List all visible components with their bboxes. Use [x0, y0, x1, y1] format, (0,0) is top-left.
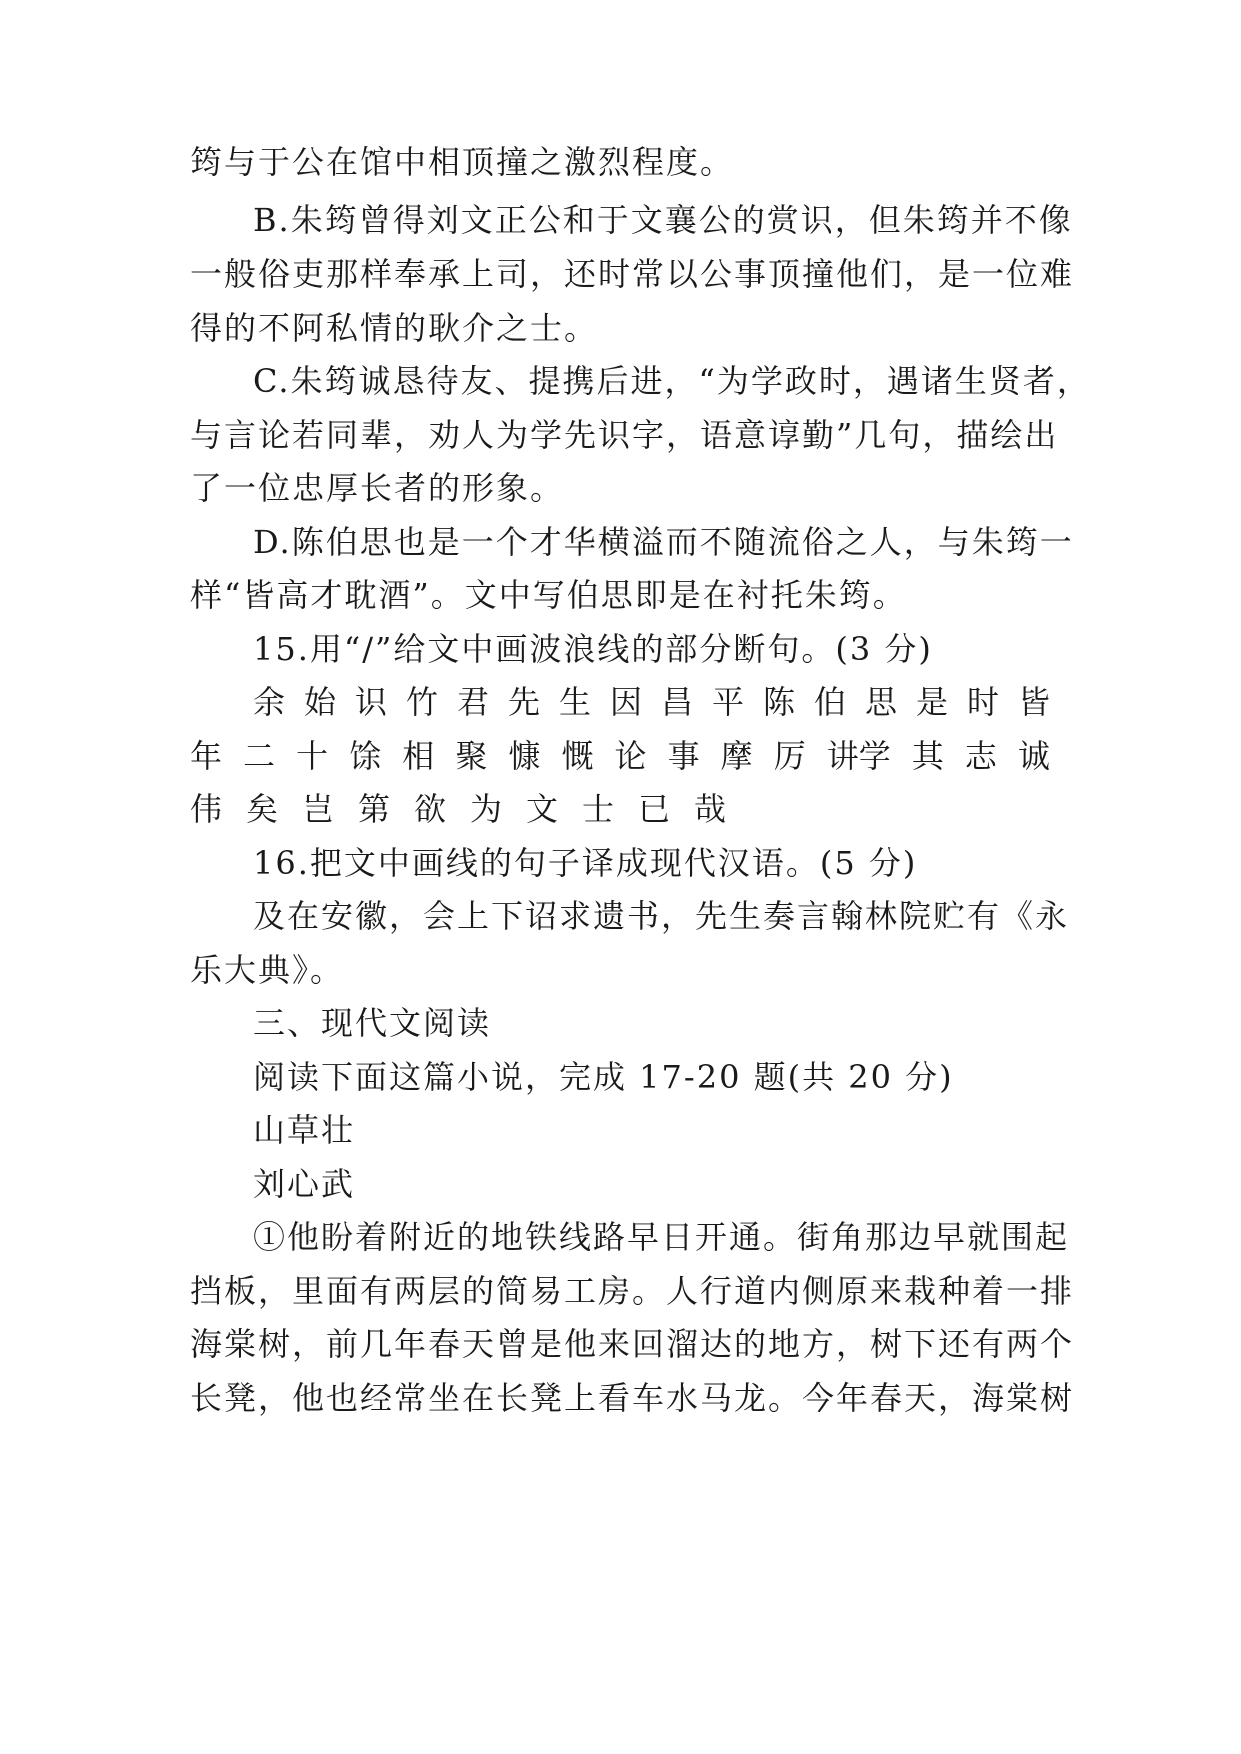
passage-char: 因: [610, 683, 643, 721]
passage-char: 矣: [246, 790, 279, 828]
passage-char: 始: [304, 683, 337, 721]
passage-char: 先: [508, 683, 541, 721]
passage-char: 相: [402, 737, 435, 775]
passage-char: 讲学: [826, 737, 891, 775]
option-d-line: D.陈伯思也是一个才华横溢而不随流俗之人，与朱筠一: [253, 523, 1074, 561]
option-c-line: C.朱筠诚恳待友、提携后进，“为学政时，遇诸生贤者，: [253, 362, 1091, 400]
question-16: 16.把文中画线的句子译成现代汉语。(5 分): [253, 844, 918, 882]
passage-char: 摩: [720, 737, 753, 775]
passage-char: 已: [638, 790, 671, 828]
passage-char: 伯: [814, 683, 847, 721]
translation-sentence: 及在安徽，会上下诏求遗书，先生奏言翰林院贮有《永: [253, 897, 1070, 935]
passage-char: 厉: [773, 737, 806, 775]
passage-char: 岂: [302, 790, 335, 828]
text-line: 样“皆高才耽酒”。文中写伯思即是在衬托朱筠。: [190, 576, 907, 614]
text-line: 挡板，里面有两层的简易工房。人行道内侧原来栽种着一排: [190, 1272, 1075, 1310]
section-heading: 三、现代文阅读: [253, 1004, 492, 1042]
passage-char: 十: [296, 737, 329, 775]
passage-char: 第: [358, 790, 391, 828]
passage-char: 时: [967, 683, 1000, 721]
passage-char: 欲: [414, 790, 447, 828]
text-line: 一般俗吏那样奉承上司，还时常以公事顶撞他们，是一位难: [190, 255, 1075, 293]
passage-char: 慷: [508, 737, 541, 775]
option-b-line: B.朱筠曾得刘文正公和于文襄公的赏识，但朱筠并不像: [253, 201, 1073, 239]
passage-char: 志: [964, 737, 997, 775]
text-line: 筠与于公在馆中相顶撞之激烈程度。: [190, 143, 735, 181]
text-line: 乐大典》。: [190, 951, 345, 989]
text-line: 得的不阿私情的耿介之士。: [190, 309, 599, 347]
punctuation-passage-line-3: [190, 787, 1050, 831]
passage-char: 年: [190, 737, 223, 775]
passage-char: 事: [667, 737, 700, 775]
passage-char: 文: [526, 790, 559, 828]
passage-char: 是: [916, 683, 949, 721]
punctuation-passage-line-1: [253, 680, 1050, 724]
passage-char: 为: [470, 790, 503, 828]
passage-char: 平: [712, 683, 745, 721]
text-line: 了一位忠厚长者的形象。: [190, 469, 565, 507]
text-line: 与言论若同辈，劝人为学先识字，语意谆勤”几句，描绘出: [190, 416, 1059, 454]
passage-char: 馀: [349, 737, 382, 775]
story-paragraph-1: ①他盼着附近的地铁线路早日开通。街角那边早就围起: [253, 1218, 1070, 1256]
passage-char: 聚: [455, 737, 488, 775]
passage-char: 陈: [763, 683, 796, 721]
passage-char: 竹: [406, 683, 439, 721]
passage-char: 哉: [694, 790, 727, 828]
question-15: 15.用“/”给文中画波浪线的部分断句。(3 分): [253, 630, 933, 668]
passage-char: 识: [355, 683, 388, 721]
passage-char: 论: [614, 737, 647, 775]
passage-char: 昌: [661, 683, 694, 721]
passage-char: 生: [559, 683, 592, 721]
passage-char: 皆: [1018, 683, 1051, 721]
passage-char: 诚: [1017, 737, 1050, 775]
passage-char: 其: [911, 737, 944, 775]
passage-char: 余: [253, 683, 286, 721]
story-title: 山草壮: [253, 1111, 356, 1149]
story-author: 刘心武: [253, 1165, 356, 1203]
passage-char: 二: [243, 737, 276, 775]
punctuation-passage-line-2: [190, 734, 1050, 778]
passage-char: 君: [457, 683, 490, 721]
passage-char: 士: [582, 790, 615, 828]
passage-char: 伟: [190, 790, 223, 828]
text-line: 长凳，他也经常坐在长凳上看车水马龙。今年春天，海棠树: [190, 1379, 1075, 1417]
passage-char: 慨: [561, 737, 594, 775]
text-line: 海棠树，前几年春天曾是他来回溜达的地方，树下还有两个: [190, 1325, 1075, 1363]
reading-instructions: 阅读下面这篇小说，完成 17-20 题(共 20 分): [253, 1058, 954, 1096]
passage-char: 思: [865, 683, 898, 721]
